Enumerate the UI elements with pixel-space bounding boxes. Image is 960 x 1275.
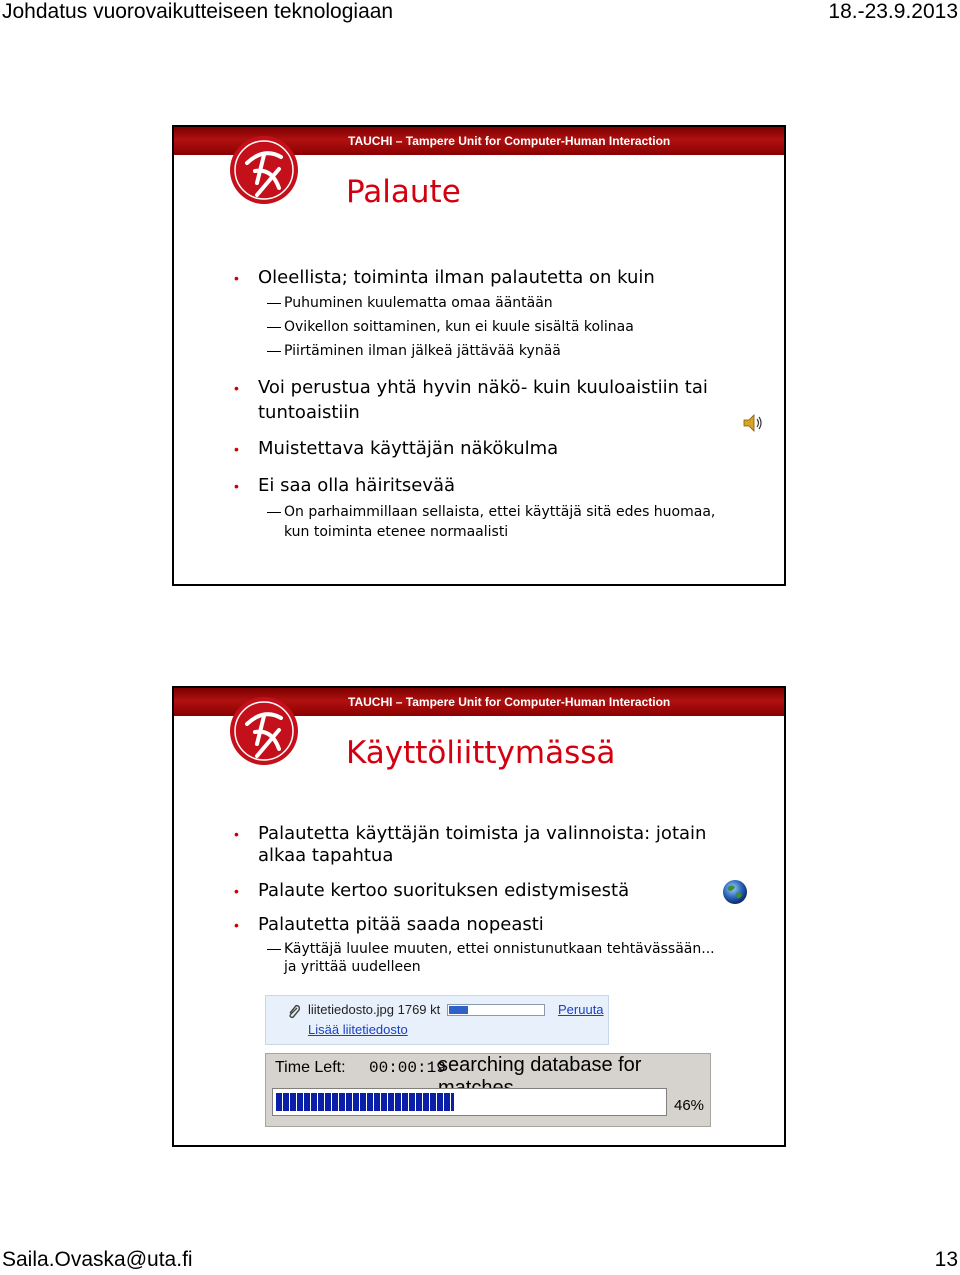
sub-bullet-dash: [267, 351, 281, 352]
search-progress-percent: 46%: [674, 1097, 705, 1114]
bullet-marker: •: [234, 270, 239, 286]
speaker-icon[interactable]: [742, 412, 764, 434]
slide-title: Palaute: [346, 174, 461, 210]
cancel-link[interactable]: Peruuta: [558, 1002, 604, 1017]
bullet-text: Palaute kertoo suorituksen edistymisestä: [258, 880, 630, 901]
bullet-marker: •: [234, 883, 239, 899]
sub-bullet-text-cont: ja yrittää uudelleen: [284, 959, 421, 975]
upload-progress-bar: [447, 1004, 545, 1016]
course-date: 18.-23.9.2013: [828, 0, 958, 23]
bullet-marker: •: [234, 380, 239, 396]
bullet-marker: •: [234, 441, 239, 457]
sub-bullet-text: Käyttäjä luulee muuten, ettei onnistunutkaan tehtävässään...: [284, 941, 715, 957]
time-left-value: 00:00:19: [369, 1059, 446, 1077]
page-header: [0, 0, 960, 28]
bullet-text-cont: alkaa tapahtua: [258, 845, 394, 866]
sub-bullet-text: Puhuminen kuulematta omaa ääntään: [284, 295, 553, 311]
bullet-marker: •: [234, 478, 239, 494]
paperclip-icon: [286, 1004, 302, 1020]
sub-bullet-dash: [267, 512, 281, 513]
search-status-text: searching database for: [438, 1054, 642, 1076]
upload-progress-fill: [449, 1006, 468, 1014]
tauchi-logo-icon: [227, 133, 301, 207]
banner-text: TAUCHI – Tampere Unit for Computer-Human Interaction: [348, 134, 671, 148]
bullet-text-cont: tuntoaistiin: [258, 402, 360, 423]
slide-kayttoliittymassa: [172, 686, 786, 1147]
banner-text: TAUCHI – Tampere Unit for Computer-Human Interaction: [348, 695, 671, 709]
sub-bullet-text-cont: kun toiminta etenee normaalisti: [284, 524, 509, 540]
attachment-filename: liitetiedosto.jpg 1769 kt: [308, 1002, 441, 1017]
attachment-upload: [265, 995, 609, 1045]
search-progress-fill: [276, 1093, 454, 1111]
sub-bullet-dash: [267, 303, 281, 304]
slide-title: Käyttöliittymässä: [346, 735, 616, 771]
sub-bullet-text: Piirtäminen ilman jälkeä jättävää kynää: [284, 343, 561, 359]
add-attachment-link[interactable]: Lisää liitetiedosto: [308, 1022, 408, 1037]
search-progress-bar: [272, 1088, 667, 1116]
bullet-text: Muistettava käyttäjän näkökulma: [258, 438, 559, 459]
bullet-text: Palautetta pitää saada nopeasti: [258, 914, 544, 935]
bullet-text: Oleellista; toiminta ilman palautetta on kuin: [258, 267, 655, 288]
bullet-text: Palautetta käyttäjän toimista ja valinnoista: jotain: [258, 823, 707, 844]
page-footer: [0, 1248, 960, 1275]
bullet-text: Voi perustua yhtä hyvin näkö- kuin kuuloaistiin tai: [258, 377, 708, 398]
time-left-label: Time Left:: [275, 1059, 346, 1076]
sub-bullet-text: Ovikellon soittaminen, kun ei kuule sisältä kolinaa: [284, 319, 634, 335]
page-number: 13: [934, 1248, 958, 1271]
bullet-marker: •: [234, 826, 239, 842]
search-progress-dialog: [265, 1053, 711, 1127]
course-title: Johdatus vuorovaikutteiseen teknologiaan: [2, 0, 394, 23]
author-email: Saila.Ovaska@uta.fi: [2, 1248, 193, 1271]
tauchi-logo-icon: [227, 694, 301, 768]
bullet-text: Ei saa olla häiritsevää: [258, 475, 456, 496]
sub-bullet-dash: [267, 949, 281, 950]
globe-icon[interactable]: [721, 878, 749, 906]
slide-palaute: [172, 125, 786, 586]
bullet-marker: •: [234, 917, 239, 933]
sub-bullet-dash: [267, 327, 281, 328]
sub-bullet-text: On parhaimmillaan sellaista, ettei käyttäjä sitä edes huomaa,: [284, 504, 716, 520]
